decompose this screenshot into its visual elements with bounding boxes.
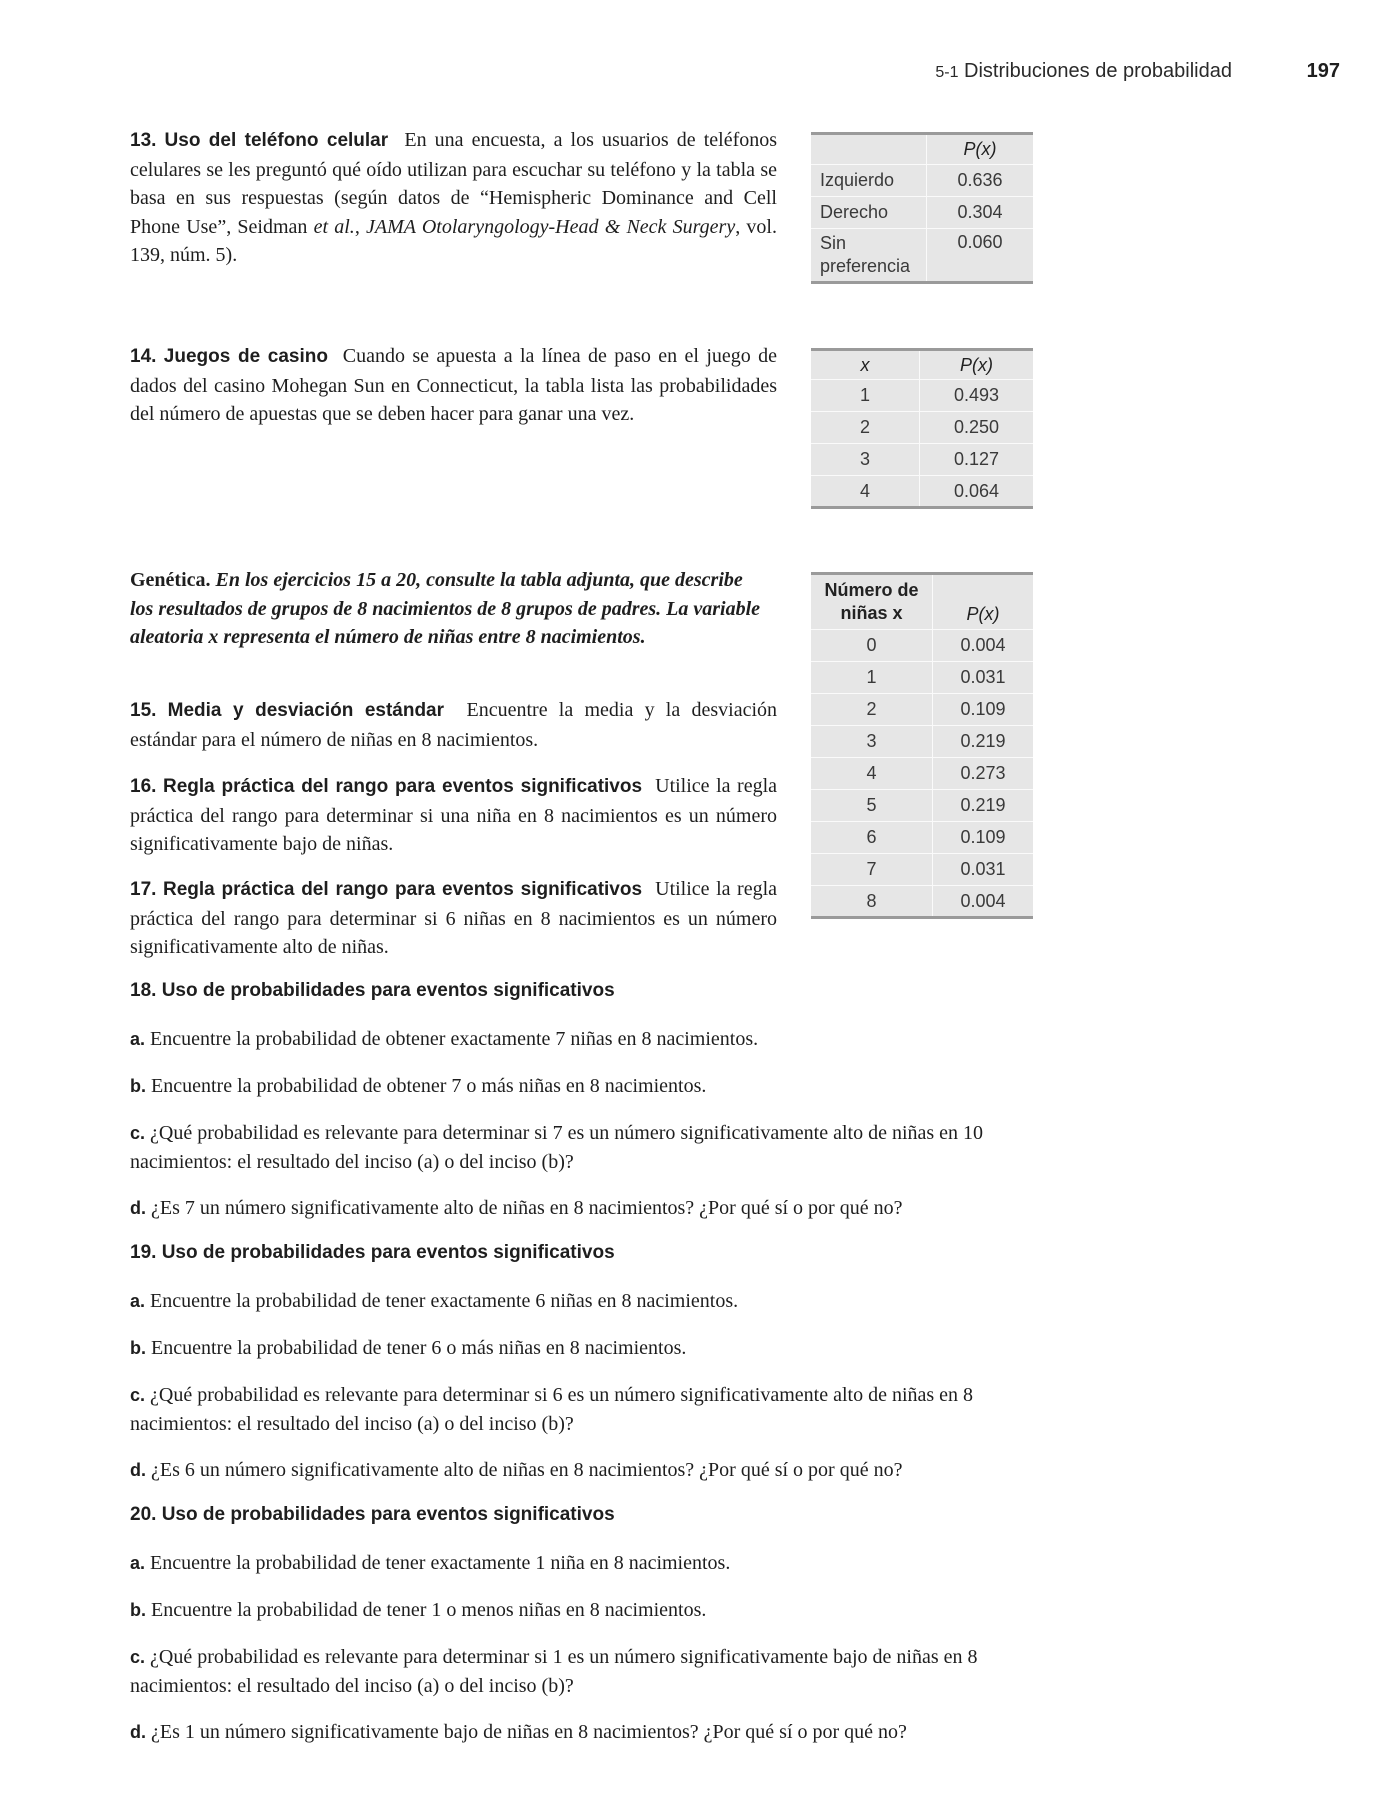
exercise-19-a: a. Encuentre la probabilidad de tener exactamente 6 niñas en 8 nacimientos. [130, 1290, 739, 1312]
table-row: 1 0.493 [811, 380, 1033, 412]
exercise-15: 15. Media y desviación estándar Encuentre la media y la desviación estándar para el número de niñas en 8 nacimientos. [130, 699, 777, 751]
exercise-19-d: d. ¿Es 6 un número significativamente alto de niñas en 8 nacimientos? ¿Por qué sí o por qué no? [130, 1459, 903, 1481]
exercise-20-b: b. Encuentre la probabilidad de tener 1 o menos niñas en 8 nacimientos. [130, 1599, 707, 1621]
table-row: 3 0.127 [811, 444, 1033, 476]
exercise-19-b: b. Encuentre la probabilidad de tener 6 o más niñas en 8 nacimientos. [130, 1337, 687, 1359]
page-header [0, 60, 1400, 90]
exercise-16: 16. Regla práctica del rango para eventos significativos Utilice la regla práctica del rango para determinar si una niña en 8 nacimientos es un número significativamente bajo de niñas. [130, 775, 778, 855]
table-genetica-header-x: Número de niñas x [811, 574, 933, 630]
table-row: 6 0.109 [811, 822, 1033, 854]
table-row [811, 165, 1033, 197]
table-row: 5 0.219 [811, 790, 1033, 822]
section-title: Distribuciones de probabilidad [964, 60, 1232, 82]
table-row: 0 0.004 [811, 630, 1033, 662]
exercise-13-title: Uso del teléfono celular [164, 130, 389, 151]
genetica-intro [130, 566, 770, 652]
table-cell-value: 0.060 [927, 229, 1034, 283]
table-row: 4 0.273 [811, 758, 1033, 790]
table-row: 2 0.250 [811, 412, 1033, 444]
exercise-19-c: c. ¿Qué probabilidad es relevante para determinar si 6 es un número significativamente alto de niñas en 8 nacimientos: el resultado del inciso (a) o del inciso (b)? [130, 1384, 974, 1435]
table-row [811, 197, 1033, 229]
table-14 [811, 348, 1033, 509]
table-14-header-p: P(x) [920, 350, 1034, 380]
exercise-13-number: 13. [130, 130, 157, 151]
table-row: 3 0.219 [811, 726, 1033, 758]
table-cell-label: Sin preferencia [811, 229, 927, 283]
exercise-18-c: c. ¿Qué probabilidad es relevante para determinar si 7 es un número significativamente alto de niñas en 10 nacimientos: el resultado del inciso (a) o del inciso (b)? [130, 1122, 984, 1173]
exercise-20-c: c. ¿Qué probabilidad es relevante para determinar si 1 es un número significativamente bajo de niñas en 8 nacimientos: el resultado del inciso (a) o del inciso (b)? [130, 1646, 978, 1697]
exercise-16-title: Regla práctica del rango para eventos significativos [162, 776, 643, 797]
table-13-header: P(x) [927, 134, 1034, 165]
exercise-20-heading: 20. Uso de probabilidades para eventos significativos [130, 1504, 615, 1525]
exercise-17: 17. Regla práctica del rango para eventos significativos Utilice la regla práctica del rango para determinar si 6 niñas en 8 nacimientos es un número significativamente alto de niñas. [130, 878, 778, 958]
exercise-14 [130, 342, 777, 429]
exercise-17-title: Regla práctica del rango para eventos significativos [162, 879, 643, 900]
exercise-14-number: 14. [130, 346, 157, 367]
exercise-17-text: Utilice la regla práctica del rango para determinar si 6 niñas en 8 nacimientos es un número significativamente alto de niñas. [130, 878, 778, 958]
table-13-blank-header [811, 134, 927, 165]
exercise-13-etal: et al. [313, 215, 355, 238]
genetica-text: En los ejercicios 15 a 20, consulte la tabla adjunta, que describe los resultados de grupos de 8 nacimientos de 8 grupos de padres. La variable aleatoria x representa el número de niñas entre 8 nacimientos. [130, 569, 761, 648]
exercise-13-journal: JAMA Otolaryngology-Head & Neck Surgery [366, 215, 736, 238]
table-row: 1 0.031 [811, 662, 1033, 694]
exercise-15-text: Encuentre la media y la desviación estándar para el número de niñas en 8 nacimientos. [130, 699, 777, 751]
table-cell-value: 0.304 [927, 197, 1034, 229]
table-cell-value: 0.636 [927, 165, 1034, 197]
running-head [935, 60, 1232, 83]
table-row [811, 229, 1033, 283]
section-number: 5-1 [935, 64, 959, 81]
exercise-13: 13. Uso del teléfono celular En una encuesta, a los usuarios de teléfonos celulares se les preguntó qué oído utilizan para escuchar su teléfono y la tabla se basa en sus respuestas (según datos de “Hemispheric Dominance and Cell Phone Use”, Seidman et al., JAMA Otolaryngology-Head & Neck Surgery, vol. 139, núm. 5). [130, 129, 778, 266]
exercise-19-heading: 19. Uso de probabilidades para eventos significativos [130, 1242, 615, 1263]
table-row: 4 0.064 [811, 476, 1033, 508]
table-genetica [811, 572, 1033, 919]
exercise-18-b: b. Encuentre la probabilidad de obtener 7 o más niñas en 8 nacimientos. [130, 1075, 707, 1097]
exercise-18-a: a. Encuentre la probabilidad de obtener exactamente 7 niñas en 8 nacimientos. [130, 1028, 759, 1050]
table-row: 2 0.109 [811, 694, 1033, 726]
page-number: 197 [1306, 60, 1340, 82]
exercise-20-a: a. Encuentre la probabilidad de tener exactamente 1 niña en 8 nacimientos. [130, 1552, 731, 1574]
exercise-16-text: Utilice la regla práctica del rango para determinar si una niña en 8 nacimientos es un número significativamente bajo de niñas. [130, 775, 778, 855]
genetica-label: Genética. [130, 569, 211, 591]
table-cell-label: Izquierdo [811, 165, 927, 197]
table-cell-label: Derecho [811, 197, 927, 229]
exercise-14-title: Juegos de casino [163, 346, 328, 367]
exercise-14-text: Cuando se apuesta a la línea de paso en el juego de dados del casino Mohegan Sun en Connecticut, la tabla lista las probabilidades del número de apuestas que se deben hacer para ganar una vez. [130, 345, 777, 425]
exercise-18-heading: 18. Uso de probabilidades para eventos significativos [130, 980, 615, 1001]
exercise-20-d: d. ¿Es 1 un número significativamente bajo de niñas en 8 nacimientos? ¿Por qué sí o por qué no? [130, 1721, 907, 1743]
exercise-15-title: Media y desviación estándar [167, 700, 445, 721]
exercise-18-d: d. ¿Es 7 un número significativamente alto de niñas en 8 nacimientos? ¿Por qué sí o por qué no? [130, 1197, 903, 1219]
table-14-header-x: x [811, 350, 920, 380]
table-row: 7 0.031 [811, 854, 1033, 886]
table-genetica-header-p: P(x) [933, 574, 1034, 630]
table-row: 8 0.004 [811, 886, 1033, 918]
exercise-13-text: En una encuesta, a los usuarios de teléfonos celulares se les preguntó qué oído utilizan para escuchar su teléfono y la tabla se basa en sus respuestas (según datos de “Hemispheric Dominance and Cell Phone Use”, Seidman [130, 129, 778, 238]
table-13 [811, 132, 1033, 284]
